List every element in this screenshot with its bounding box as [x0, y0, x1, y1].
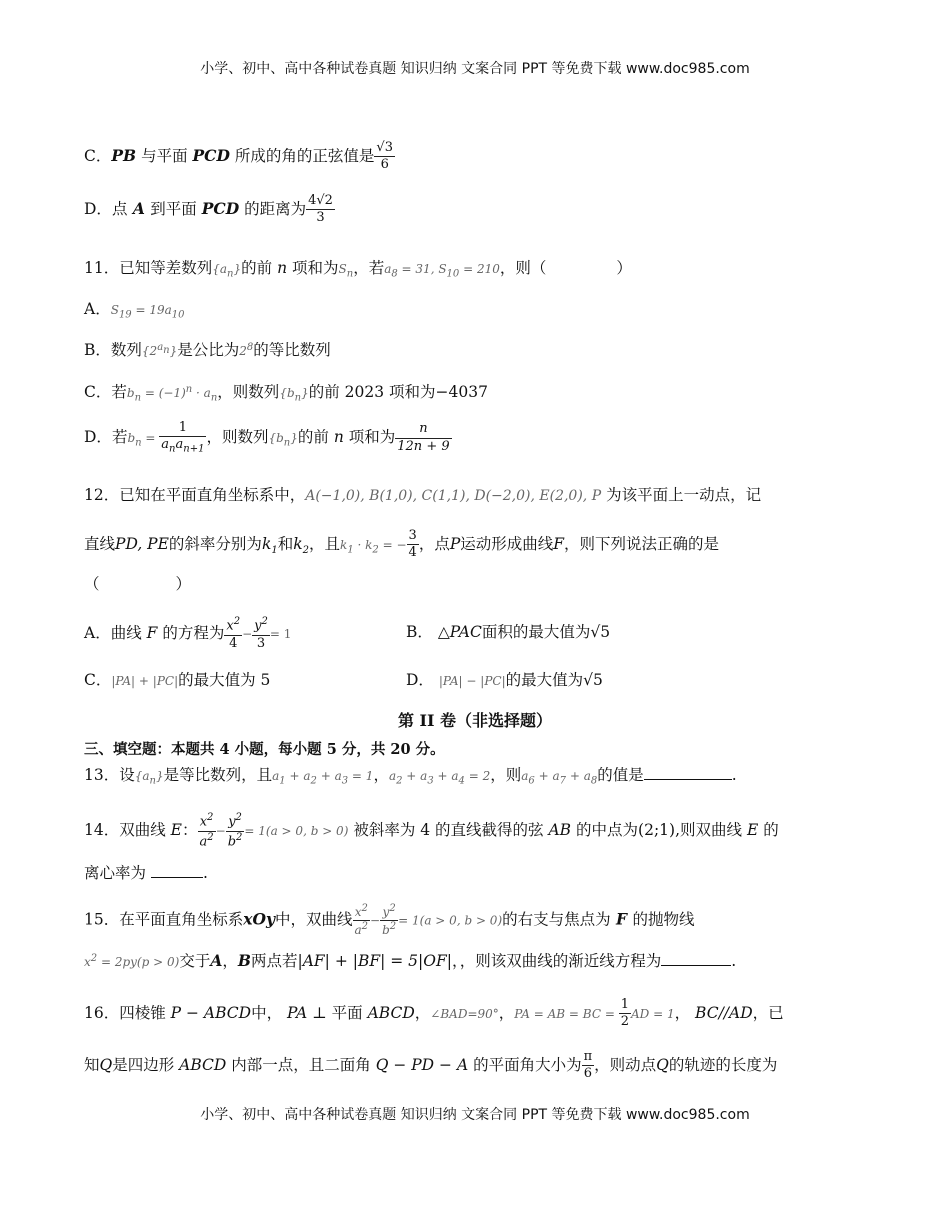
q11-option-b: B．数列$\{2^{a_n}\}$是公比为$2^8$的等比数列: [84, 341, 331, 359]
q10-option-d: D．点 A 到平面 PCD 的距离为 $\frac{4√2}{3}$: [84, 193, 333, 226]
q14-line2: 离心率为 .: [84, 864, 208, 882]
q11-stem: 11．已知等差数列$\{a_n\}$的前 n 项和为$S_n$，若$a_8 = 31$, $S_{10} = 210$，则（ ）: [84, 259, 632, 280]
fraction: $\frac{√3}{6}$: [376, 140, 393, 173]
q11-option-d: D．若$b_n$ = $\frac{1}{a_na_{n+1}}$ ，则数列$\{b_n\}$的前 n 项和为 $\frac{n}{12n + 9}$: [84, 420, 450, 455]
q13: 13．设$\{a_n\}$是等比数列，且$a_1 + a_2 + a_3 = 1$，$a_2 + a_3 + a_4 = 2$，则$a_6 + a_7 + a_8$的值是 .: [84, 766, 737, 787]
q15: 15．在平面直角坐标系xOy中，双曲线 $\frac{x^2}{a^2}$ − $\frac{y^2}{b^2}$ = 1(a > 0, b > 0)的右支与焦点为 F 的抛物线: [84, 903, 695, 937]
q12-option-d: D． |PA| − |PC|的最大值为√5: [406, 671, 603, 689]
q12-option-b: B． △PAC面积的最大值为√5: [406, 623, 611, 641]
page-header: 小学、初中、高中各种试卷真题 知识归纳 文案合同 PPT 等免费下载 www.doc985.com: [200, 61, 750, 77]
q10-option-c: C．PB 与平面 PCD 所成的角的正弦值是 $\frac{√3}{6}$: [84, 140, 393, 173]
q14: 14．双曲线 E： $\frac{x^2}{a^2}$ − $\frac{y^2}{b^2}$ = 1(a > 0, b > 0) 被斜率为 4 的直线截得的弦 AB 的中点为(2;1),则双曲线 E 的: [84, 812, 779, 849]
fraction: $\frac{4√2}{3}$: [308, 193, 333, 226]
q12-stem-line2: 直线PD, PE的斜率分别为$k_1$和$k_2$，且$k_1 \cdot k_2$ = − $\frac{3}{4}$ ，点P运动形成曲线F，则下列说法正确的是: [84, 528, 720, 561]
q16-line2: 知Q是四边形 ABCD 内部一点，且二面角 Q − PD − A 的平面角大小为 $\frac{\pi}{6}$ ，则动点Q的轨迹的长度为: [84, 1049, 778, 1082]
page-footer: 小学、初中、高中各种试卷真题 知识归纳 文案合同 PPT 等免费下载 www.doc985.com: [200, 1107, 750, 1123]
q12-stem: 12．已知在平面直角坐标系中，A(−1,0), B(1,0), C(1,1), D(−2,0), E(2,0), P 为该平面上一动点，记: [84, 486, 762, 504]
q12-stem-line3: （ ）: [84, 575, 192, 593]
q12-option-c: C．|PA| + |PC|的最大值为 5: [84, 671, 271, 689]
part3-heading: 三、填空题：本题共 4 小题，每小题 5 分，共 20 分。: [84, 741, 445, 758]
section-title: 第 II 卷（非选择题）: [397, 711, 553, 730]
q11-option-c: C．若$b_n = (-1)^n \cdot a_n$，则数列$\{b_n\}$的前 2023 项和为−4037: [84, 383, 488, 404]
q12-option-a: A．曲线 F 的方程为 $\frac{x^2}{4}$ − $\frac{y^2}{3}$ = 1: [84, 616, 292, 651]
q15-line2: $x^2 = 2py(p > 0)$交于A，B两点若|AF| + |BF| = 5|OF|，，则该双曲线的渐近线方程为 .: [84, 951, 737, 970]
q11-option-a: A．$S_{19} = 19a_{10}$: [84, 300, 185, 321]
q16: 16．四棱锥 P − ABCD中， PA ⊥ 平面 ABCD，∠BAD=90°，PA = AB = BC = $\frac{1}{2}$ AD = 1， BC//AD，已: [84, 997, 784, 1030]
